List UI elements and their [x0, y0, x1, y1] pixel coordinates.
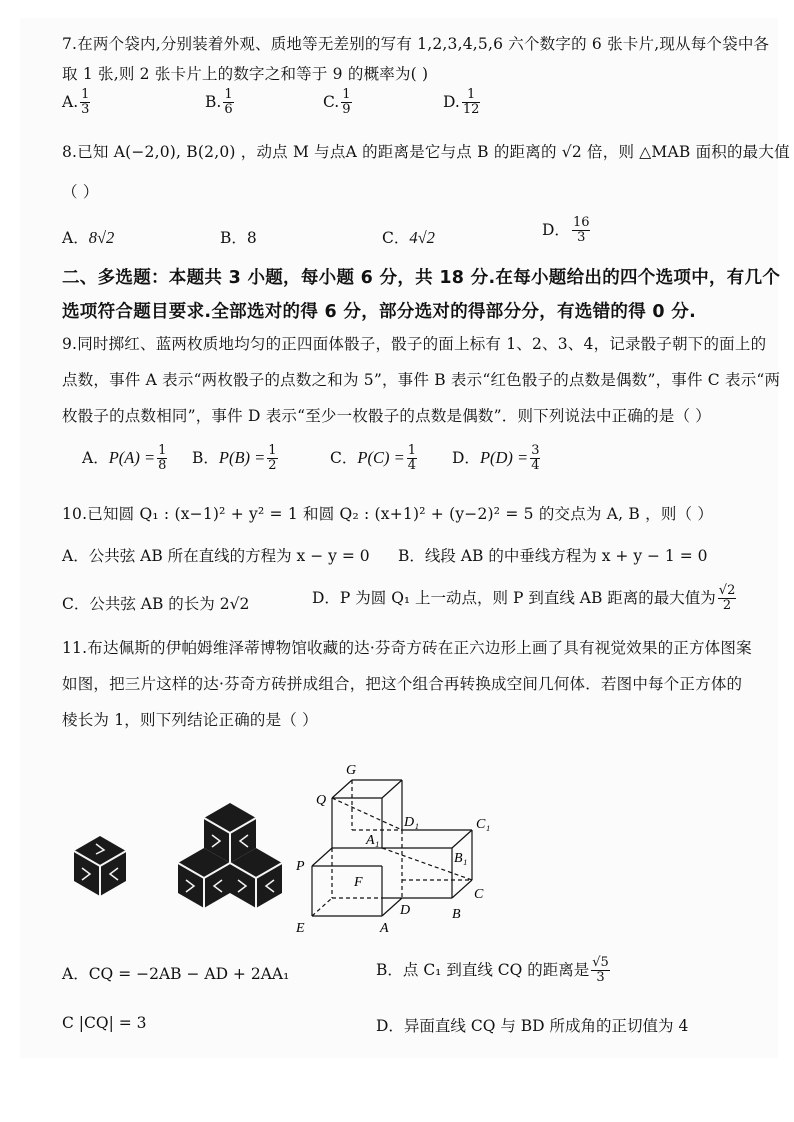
section2-line2: 选项符合题目要求.全部选对的得 6 分，部分选对的得部分分，有选错的得 0 分. [62, 302, 697, 322]
label-c1: C₁ [476, 817, 491, 832]
label-p: P [296, 859, 305, 874]
label-d: D [400, 903, 411, 918]
label-d1: D₁ [404, 815, 419, 830]
label-q: Q [316, 793, 327, 808]
single-cube-tile-icon [74, 836, 126, 896]
q9-option-a: A．P(A) = $\frac{1}{8}$ [82, 443, 167, 474]
label-e: E [296, 921, 305, 936]
q8-option-d: D． $\frac{16}{3}$ [542, 215, 590, 246]
q10-option-a: A．公共弦 AB 所在直线的方程为 x − y = 0 [62, 547, 370, 565]
tile-figures [60, 798, 300, 928]
q9-line1: 9.同时掷红、蓝两枚质地均匀的正四面体骰子，骰子的面上标有 1、2、3、4，记录骰子朝下的面上的 [62, 335, 767, 353]
q11-option-a: A．CQ = −2AB − AD + 2AA₁ [62, 965, 290, 983]
section2-line1: 二、多选题：本题共 3 小题，每小题 6 分，共 18 分.在每小题给出的四个选项中，有几个 [62, 268, 781, 288]
label-c: C [474, 887, 484, 902]
q10-option-c: C．公共弦 AB 的长为 2√2 [62, 595, 250, 613]
q11-line1: 11.布达佩斯的伊帕姆维泽蒂博物馆收藏的达·芬奇方砖在正六边形上画了具有视觉效果的正方体图案 [62, 639, 752, 657]
three-cube-tile-icon [178, 803, 282, 908]
q8-line2: （ ） [62, 183, 99, 201]
label-f: F [354, 875, 363, 890]
label-a: A [380, 921, 389, 936]
label-a1: A₁ [366, 833, 380, 848]
q7-line1: 7.在两个袋内,分别装着外观、质地等无差别的写有 1,2,3,4,5,6 六个数字的 6 张卡片,现从每个袋中各 [62, 35, 770, 53]
q11-option-b: B．点 C₁ 到直线 CQ 的距离是 $\frac{√5}{3}$ [376, 955, 609, 986]
label-g: G [346, 763, 357, 778]
q10-option-b: B．线段 AB 的中垂线方程为 x + y − 1 = 0 [398, 547, 708, 565]
label-b: B [452, 907, 461, 922]
q8-option-a: A．8√2 [62, 228, 115, 247]
q7-option-c: C. $\frac{1}{9}$ [323, 87, 351, 118]
q9-option-c: C．P(C) = $\frac{1}{4}$ [330, 443, 416, 474]
q11-line2: 如图，把三片这样的达·芬奇方砖拼成组合，把这个组合再转换成空间几何体．若图中每个正方体的 [62, 675, 743, 693]
q7-line2: 取 1 张,则 2 张卡片上的数字之和等于 9 的概率为( ) [62, 65, 429, 83]
q7-option-d: D. $\frac{1}{12}$ [443, 87, 480, 118]
q7-option-b: B. $\frac{1}{6}$ [205, 87, 233, 118]
cube-geometry-figure [290, 746, 520, 946]
q8-option-b: B．8 [220, 229, 257, 247]
q8-option-c: C．4√2 [382, 228, 435, 247]
label-b1: B₁ [454, 851, 468, 866]
q8-line1: 8.已知 A(−2,0), B(2,0) ，动点 M 与点A 的距离是它与点 B 的距离的 √2 倍，则 △MAB 面积的最大值 [62, 143, 790, 161]
q9-option-b: B．P(B) = $\frac{1}{2}$ [192, 443, 277, 474]
q11-option-c: C |CQ| = 3 [62, 1014, 147, 1032]
q11-option-d: D．异面直线 CQ 与 BD 所成角的正切值为 4 [376, 1017, 689, 1035]
q9-line3: 枚骰子的点数相同”，事件 D 表示“至少一枚骰子的点数是偶数”．则下列说法中正确的是（ ） [62, 407, 711, 425]
q9-option-d: D．P(D) = $\frac{3}{4}$ [452, 443, 540, 474]
q10-line1: 10.已知圆 Q₁ : (x−1)² + y² = 1 和圆 Q₂ : (x+1)² + (y−2)² = 5 的交点为 A, B ，则（ ） [62, 505, 714, 523]
q11-line3: 棱长为 1，则下列结论正确的是（ ） [62, 711, 318, 729]
q10-option-d: D．P 为圆 Q₁ 上一动点，则 P 到直线 AB 距离的最大值为 $\frac{√2}{2}$ [312, 583, 736, 614]
q9-line2: 点数，事件 A 表示“两枚骰子的点数之和为 5”，事件 B 表示“红色骰子的点数是偶数”，事件 C 表示“两 [62, 371, 781, 389]
q7-option-a: A. $\frac{1}{3}$ [62, 87, 90, 118]
exam-page [20, 18, 790, 1058]
